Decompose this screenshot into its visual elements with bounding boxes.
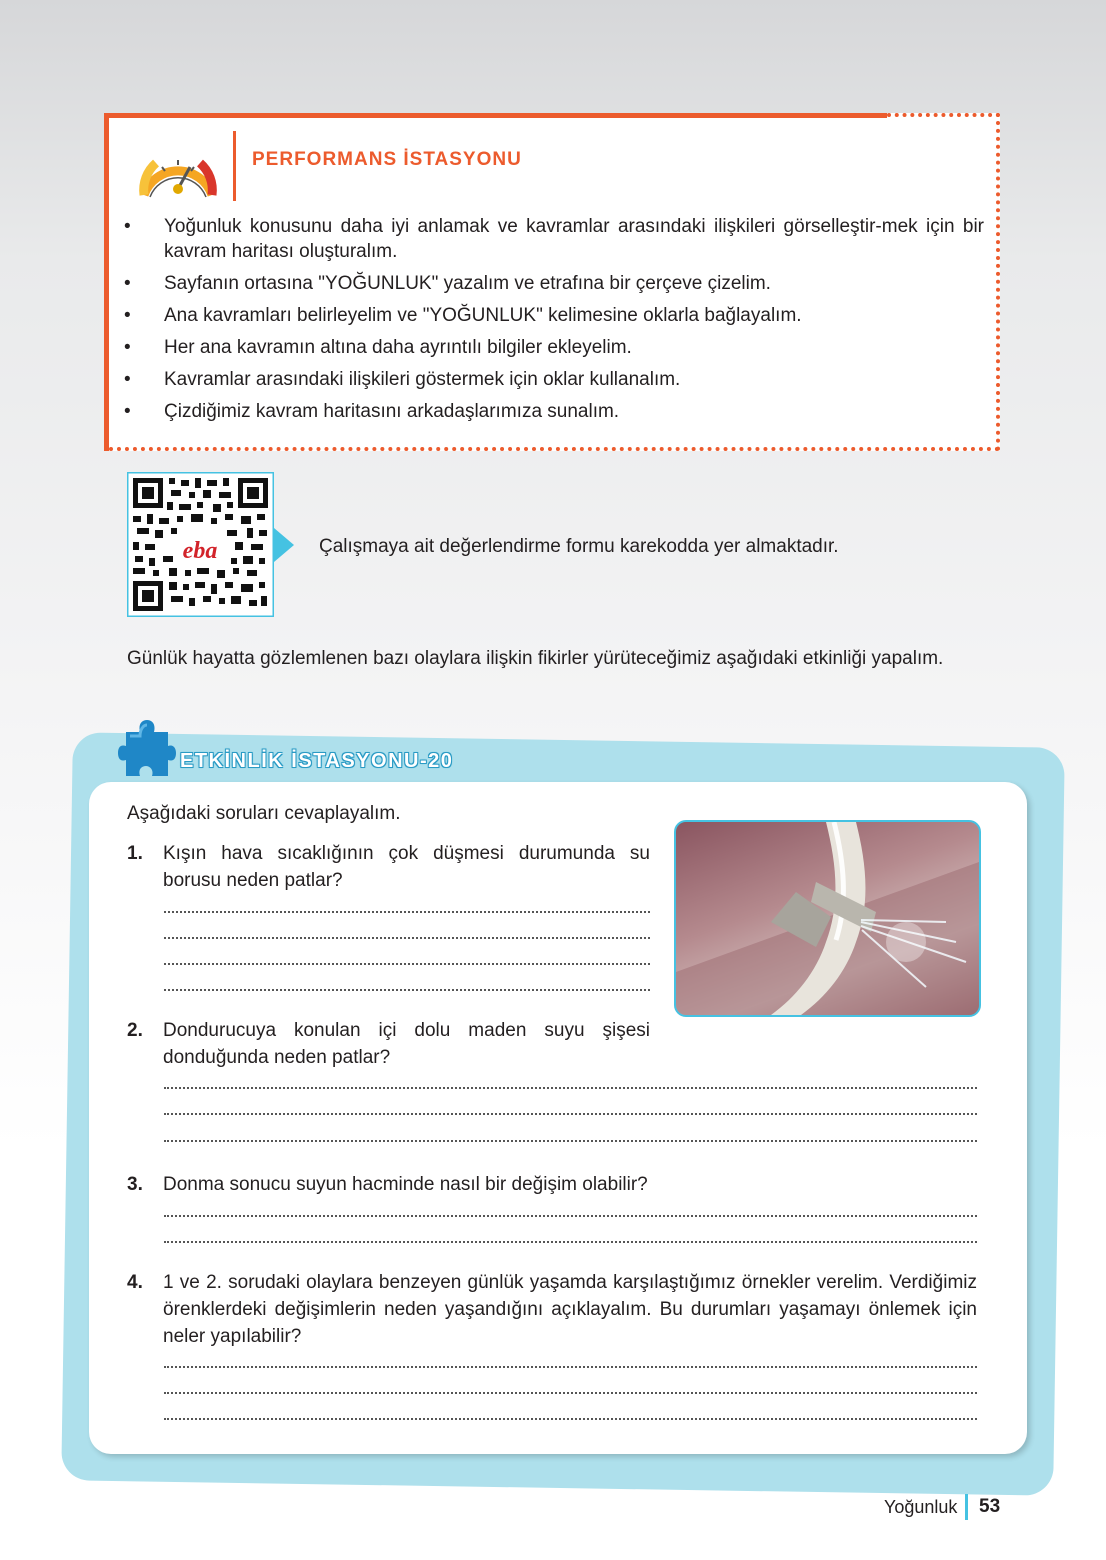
answer-line[interactable] [164,1418,977,1420]
answer-line[interactable] [164,911,650,913]
answer-line[interactable] [164,1087,977,1089]
activity-instruction: Aşağıdaki soruları cevaplayalım. [127,803,401,824]
box-dotted-top [887,113,1000,117]
answer-line[interactable] [164,1113,977,1115]
performance-list [124,214,984,431]
list-item: • Yoğunluk konusunu daha iyi anlamak ve kavramlar arasındaki ilişkileri görselleştir-mek için bir kavram haritası oluşturalım. [124,214,984,264]
qr-code[interactable] [127,472,274,617]
puzzle-piece-icon [118,718,176,780]
question-text: Kışın hava sıcaklığının çok düşmesi durumunda su borusu neden patlar? [163,843,650,891]
question-number: 4. [127,1272,143,1293]
box-dotted-bottom [109,447,1000,451]
activity-intro-paragraph: Günlük hayatta gözlemlenen bazı olaylara ilişkin fikirler yürüteceğimiz aşağıdaki etkinliği yapalım. [127,648,944,669]
question-number: 3. [127,1174,143,1195]
answer-line[interactable] [164,1366,977,1368]
question-2 [127,1017,650,1071]
question-number: 2. [127,1020,143,1041]
list-item: • Her ana kavramın altına daha ayrıntılı bilgiler ekleyelim. [124,335,984,360]
list-item: • Ana kavramları belirleyelim ve "YOĞUNLUK" kelimesine oklarla bağlayalım. [124,303,984,328]
performance-title: PERFORMANS İSTASYONU [252,149,522,170]
qr-arrow-icon [274,528,294,562]
answer-line[interactable] [164,1215,977,1217]
list-item: • Çizdiğimiz kavram haritasını arkadaşlarımıza sunalım. [124,399,984,424]
box-border-top [104,113,887,118]
question-4 [127,1269,977,1350]
title-divider [233,131,236,201]
answer-line[interactable] [164,963,650,965]
answer-line[interactable] [164,1392,977,1394]
footer-chapter: Yoğunluk [884,1497,958,1517]
activity-title: ETKİNLİK İSTASYONU-20 [180,750,454,772]
page-number: 53 [979,1496,1001,1517]
answer-line[interactable] [164,989,650,991]
burst-pipe-photo [674,820,981,1017]
speedometer-icon [136,133,220,209]
footer-divider [965,1494,968,1520]
performance-station-box [104,113,1000,451]
answer-line[interactable] [164,1140,977,1142]
list-item: • Sayfanın ortasına "YOĞUNLUK" yazalım ve etrafına bir çerçeve çizelim. [124,271,984,296]
question-text: 1 ve 2. sorudaki olaylara benzeyen günlük yaşamda karşılaştığımız örnekler verelim. Verdiğimiz örenklerdeki değişimlerin neden yaşandığını açıklayalım. Bu durumları yaşamayı önlemek için neler yapılabilir? [163,1272,977,1347]
answer-line[interactable] [164,1241,977,1243]
question-text: Donma sonucu suyun hacminde nasıl bir değişim olabilir? [163,1174,648,1195]
box-border-left [104,113,109,451]
list-item: • Kavramlar arasındaki ilişkileri göstermek için oklar kullanalım. [124,367,984,392]
question-1 [127,840,650,894]
eba-logo: eba [182,538,218,564]
question-3 [127,1171,977,1198]
question-text: Dondurucuya konulan içi dolu maden suyu şişesi donduğunda neden patlar? [163,1020,650,1068]
question-number: 1. [127,843,143,864]
qr-caption: Çalışmaya ait değerlendirme formu karekodda yer almaktadır. [319,536,839,557]
answer-line[interactable] [164,937,650,939]
box-dotted-right [996,113,1000,451]
